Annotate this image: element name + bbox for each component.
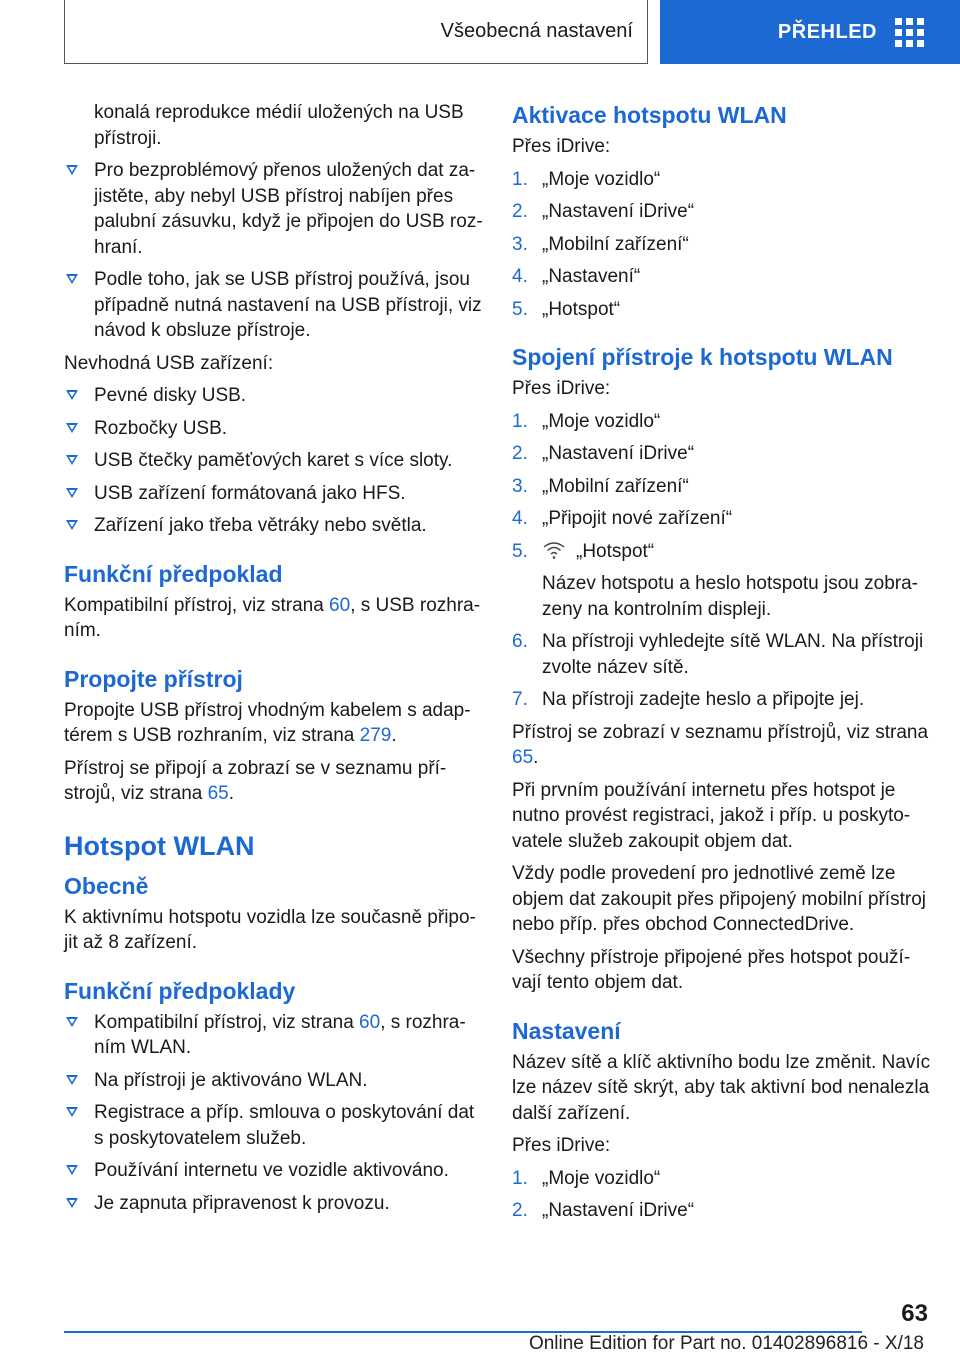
page-link[interactable]: 60	[359, 1011, 381, 1033]
triangle-bullet-icon	[66, 1107, 78, 1117]
step-number: 4.	[512, 266, 528, 287]
settings-text: Název sítě a klíč aktivního bodu lze změnit. Navíc lze název sítě skrýt, aby tak aktivní bod nenalezla další zařízení.	[512, 1051, 931, 1124]
step-number: 3.	[512, 475, 528, 497]
step-number: 3.	[512, 233, 528, 255]
triangle-bullet-icon	[66, 520, 78, 530]
page-link[interactable]: 60	[329, 594, 351, 616]
shown-text	[512, 720, 932, 771]
wifi-icon	[542, 540, 566, 560]
step-item	[512, 167, 932, 193]
text-segment: Přístroj se zobrazí v seznamu přístrojů, viz strana	[512, 721, 929, 743]
step-item	[512, 441, 932, 467]
step-item	[512, 297, 932, 323]
step-note: Název hotspotu a heslo hotspotu jsou zobra-zeny na kontrolním displeji.	[542, 573, 919, 620]
step-item	[512, 474, 932, 500]
heading-prerequisites: Funkční předpoklady	[64, 977, 296, 1004]
step-number: 2.	[512, 201, 528, 222]
overview-tab[interactable]	[660, 0, 960, 64]
triangle-bullet-icon	[66, 423, 78, 433]
triangle-bullet-icon	[66, 1165, 78, 1175]
step-text: „Připojit nové zařízení“	[542, 508, 733, 529]
unsuitable-label: Nevhodná USB zařízení:	[64, 352, 274, 374]
paragraph: Při prvním používání internetu přes hotspot je nutno provést registraci, jakož i příp. u poskyto-vatele služeb zakoupit objem dat.	[512, 779, 911, 852]
step-number: 1.	[512, 410, 528, 432]
left-column	[64, 100, 484, 1223]
list-item	[64, 1158, 484, 1184]
step-item	[512, 506, 932, 532]
connect-text	[64, 698, 484, 749]
step-item	[512, 687, 932, 713]
step-text: „Nastavení“	[542, 266, 641, 287]
list-item-text: Používání internetu ve vozidle aktivováno.	[94, 1160, 449, 1181]
list-item	[64, 1191, 484, 1217]
triangle-bullet-icon	[66, 165, 78, 175]
step-number: 4.	[512, 508, 528, 529]
via-idrive: Přes iDrive:	[512, 378, 611, 399]
header-section-box	[64, 0, 648, 64]
heading-connect: Propojte přístroj	[64, 665, 243, 692]
grid-icon	[895, 18, 924, 47]
list-item-text: Je zapnuta připravenost k provozu.	[94, 1192, 390, 1214]
text-segment: Kompatibilní přístroj, viz strana	[64, 594, 330, 616]
intro-text: konalá reprodukce médií uložených na USB přístroji.	[94, 102, 464, 149]
text-segment: Přístroj se připojí a zobrazí se v seznamu pří-strojů, viz strana	[64, 757, 447, 804]
step-text: „Hotspot“	[576, 540, 655, 562]
step-number: 6.	[512, 631, 528, 652]
via-idrive: Přes iDrive:	[512, 136, 611, 157]
list-item-text: Registrace a příp. smlouva o poskytování dat s poskytovatelem služeb.	[94, 1102, 475, 1149]
step-text: Na přístroji vyhledejte sítě WLAN. Na přístroji zvolte název sítě.	[542, 631, 924, 678]
step-item	[512, 629, 932, 680]
list-item	[64, 383, 484, 409]
step-number: 7.	[512, 689, 528, 710]
step-item	[512, 1198, 932, 1224]
step-text: „Nastavení iDrive“	[542, 201, 695, 222]
triangle-bullet-icon	[66, 488, 78, 498]
heading-prerequisite: Funkční předpoklad	[64, 560, 283, 587]
step-text: „Nastavení iDrive“	[542, 1200, 695, 1221]
list-item	[64, 416, 484, 442]
prereq-text	[64, 593, 484, 644]
list-item-text: Pevné disky USB.	[94, 385, 247, 406]
text-segment: , s USB rozhra-ním.	[64, 594, 481, 641]
heading-general: Obecně	[64, 872, 149, 899]
list-item	[64, 158, 484, 260]
overview-tab-label: PŘEHLED	[777, 20, 877, 43]
list-item	[64, 1010, 484, 1061]
step-number: 5.	[512, 540, 528, 562]
text-segment: .	[391, 725, 397, 746]
list-item	[64, 448, 484, 474]
triangle-bullet-icon	[66, 1198, 78, 1208]
text-segment: Propojte USB přístroj vhodným kabelem s adap-térem s USB rozhraním, viz strana	[64, 699, 471, 746]
step-item	[512, 264, 932, 290]
list-item-text: Pro bezproblémový přenos uložených dat za-jistěte, aby nebyl USB přístroj nabíjen přes palubní zásuvku, když je připojen do USB roz-hraní.	[94, 160, 483, 258]
step-text: „Nastavení iDrive“	[542, 443, 695, 464]
via-idrive: Přes iDrive:	[512, 1135, 611, 1156]
triangle-bullet-icon	[66, 1075, 78, 1085]
list-item	[64, 513, 484, 539]
page-number: 63	[901, 1300, 928, 1327]
connect2-text	[64, 756, 484, 807]
list-item-text: Podle toho, jak se USB přístroj používá, jsou případně nutná nastavení na USB přístroji, viz návod k obsluze přístroje.	[94, 269, 482, 341]
text-segment: Kompatibilní přístroj, viz strana	[94, 1011, 360, 1033]
step-number: 5.	[512, 298, 528, 320]
text-segment: .	[533, 747, 539, 768]
step-item	[512, 539, 932, 565]
step-text: „Moje vozidlo“	[542, 410, 661, 432]
triangle-bullet-icon	[66, 390, 78, 400]
page-link[interactable]: 65	[207, 783, 229, 804]
right-column	[512, 100, 932, 1231]
step-item	[512, 232, 932, 258]
list-item-text: Zařízení jako třeba větráky nebo světla.	[94, 515, 427, 536]
general-text: K aktivnímu hotspotu vozidla lze současně připo-jit až 8 zařízení.	[64, 906, 476, 953]
step-text: „Mobilní zařízení“	[542, 475, 689, 497]
step-item	[512, 409, 932, 435]
triangle-bullet-icon	[66, 455, 78, 465]
heading-hotspot: Hotspot WLAN	[64, 830, 255, 861]
triangle-bullet-icon	[66, 1017, 78, 1027]
text-segment: .	[228, 783, 235, 804]
list-item	[64, 1100, 484, 1151]
list-item	[64, 267, 484, 344]
list-item-text: USB čtečky paměťových karet s více sloty.	[94, 450, 453, 471]
heading-activate-hotspot: Aktivace hotspotu WLAN	[512, 102, 787, 128]
page-link[interactable]: 65	[512, 747, 534, 768]
step-text: „Moje vozidlo“	[542, 168, 661, 190]
step-item	[512, 1166, 932, 1192]
paragraph: Vždy podle provedení pro jednotlivé země lze objem dat zakoupit přes připojený mobilní přístroj nebo příp. přes obchod ConnectedDrive.	[512, 863, 926, 935]
step-number: 2.	[512, 443, 528, 464]
step-text: „Hotspot“	[542, 298, 621, 320]
step-number: 2.	[512, 1200, 528, 1221]
step-text: Na přístroji zadejte heslo a připojte jej.	[542, 689, 865, 710]
list-item-text: Na přístroji je aktivováno WLAN.	[94, 1069, 368, 1091]
step-number: 1.	[512, 168, 528, 190]
list-item-text: USB zařízení formátovaná jako HFS.	[94, 482, 406, 504]
page-link[interactable]: 279	[359, 725, 392, 746]
step-item	[512, 199, 932, 225]
step-text: „Mobilní zařízení“	[542, 233, 689, 255]
paragraph: Všechny přístroje připojené přes hotspot použí-vají tento objem dat.	[512, 946, 911, 993]
list-item	[64, 1068, 484, 1094]
heading-settings: Nastavení	[512, 1017, 621, 1044]
step-text: „Moje vozidlo“	[542, 1167, 661, 1189]
list-item-text: Rozbočky USB.	[94, 417, 228, 439]
text-segment: , s rozhra-ním WLAN.	[94, 1011, 466, 1058]
step-number: 1.	[512, 1167, 528, 1189]
heading-pair-device: Spojení přístroje k hotspotu WLAN	[512, 344, 893, 370]
list-item	[64, 481, 484, 507]
footer-text: Online Edition for Part no. 01402896816 - X/18	[528, 1333, 924, 1354]
triangle-bullet-icon	[66, 274, 78, 284]
header-section-title: Všeobecná nastavení	[440, 20, 633, 42]
